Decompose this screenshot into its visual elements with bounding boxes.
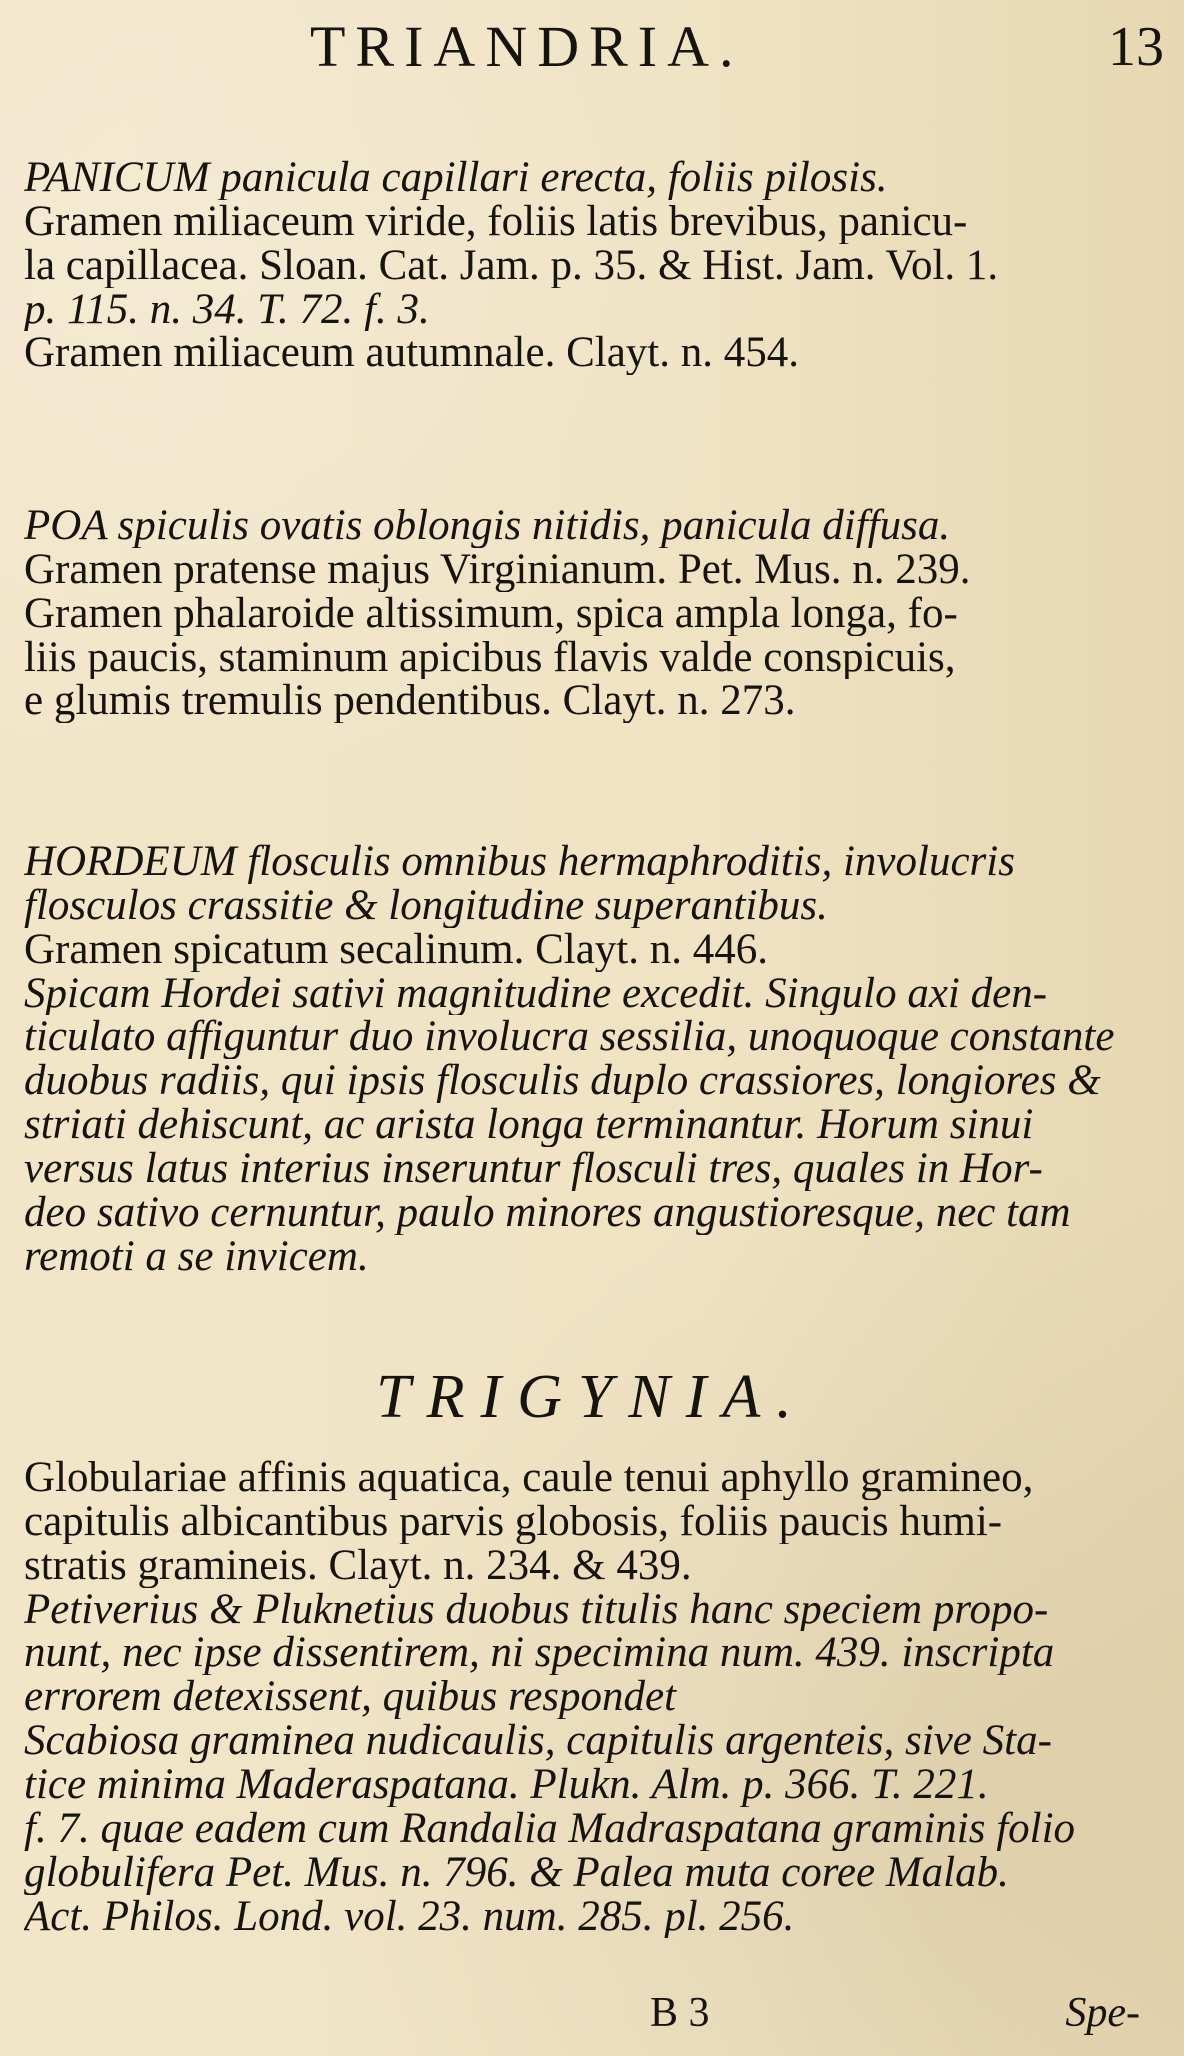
text-line: Gramen miliaceum viride, foliis latis brevibus, panicu- [24,199,968,244]
text-line: stratis gramineis. Clayt. n. 234. & 439. [24,1543,692,1588]
trigynia-entry [24,1456,1160,1938]
entry-panicum [24,156,1160,375]
entry-heading: PANICUM panicula capillari erecta, foliis pilosis. [24,156,888,200]
text-line: Act. Philos. Lond. vol. 23. num. 285. pl. 256. [24,1894,795,1939]
text-line: versus latus interius inseruntur flosculi tres, quales in Hor- [24,1147,1043,1191]
page-footer [0,1988,1184,2038]
text-line: p. 115. n. 34. T. 72. f. 3. [24,287,430,332]
text-line: flosculos crassitie & longitudine superantibus. [24,883,828,928]
text-line: Gramen pratense majus Virginianum. Pet. Mus. n. 239. [24,547,971,592]
text-line: Gramen miliaceum autumnale. Clayt. n. 454. [24,331,799,376]
text-line: Scabiosa graminea nudicaulis, capitulis argenteis, sive Sta- [24,1719,1052,1764]
page-header [0,12,1184,82]
text-line: duobus radiis, qui ipsis flosculis duplo crassiores, longiores & [24,1059,1101,1104]
page-number: 13 [1108,16,1164,78]
text-line: striati dehiscunt, ac arista longa terminantur. Horum sinui [24,1103,1034,1148]
signature-mark: B 3 [650,1990,710,2036]
text-line: Gramen spicatum secalinum. Clayt. n. 446. [24,927,768,972]
text-line: Spicam Hordei sativi magnitudine excedit. Singulo axi den- [24,971,1048,1016]
entry-poa [24,504,1160,723]
text-line: remoti a se invicem. [24,1234,369,1279]
section-title: TRIGYNIA. [376,1363,808,1431]
text-line: ticulato affiguntur duo involucra sessilia, unoquoque constante [24,1015,1115,1060]
catchword: Spe- [1065,1990,1140,2036]
text-line: nunt, nec ipse dissentirem, ni specimina num. 439. inscripta [24,1631,1055,1676]
text-line: capitulis albicantibus parvis globosis, foliis paucis humi- [24,1499,1003,1544]
text-line: Gramen phalaroide altissimum, spica ampla longa, fo- [24,591,958,636]
running-title: TRIANDRIA. [310,14,744,79]
text-line: e glumis tremulis pendentibus. Clayt. n. 273. [24,679,796,724]
text-line: Petiverius & Pluknetius duobus titulis hanc speciem propo- [24,1587,1049,1632]
entry-hordeum [24,840,1160,1279]
text-line: tice minima Maderaspatana. Plukn. Alm. p. 366. T. 221. [24,1763,989,1807]
text-line: f. 7. quae eadem cum Randalia Madraspatana graminis folio [24,1806,1076,1851]
text-line: liis paucis, staminum apicibus flavis valde conspicuis, [24,635,956,680]
text-line: globulifera Pet. Mus. n. 796. & Palea muta coree Malab. [24,1850,1009,1895]
text-line: errorem detexissent, quibus respondet [24,1675,677,1720]
text-line: Globulariae affinis aquatica, caule tenui aphyllo gramineo, [24,1456,1034,1500]
entry-heading: HORDEUM flosculis omnibus hermaphroditis, involucris [24,840,1015,884]
entry-heading: POA spiculis ovatis oblongis nitidis, panicula diffusa. [24,504,951,548]
text-line: deo sativo cernuntur, paulo minores angustioresque, nec tam [24,1190,1071,1235]
text-line: la capillacea. Sloan. Cat. Jam. p. 35. & Hist. Jam. Vol. 1. [24,243,999,288]
